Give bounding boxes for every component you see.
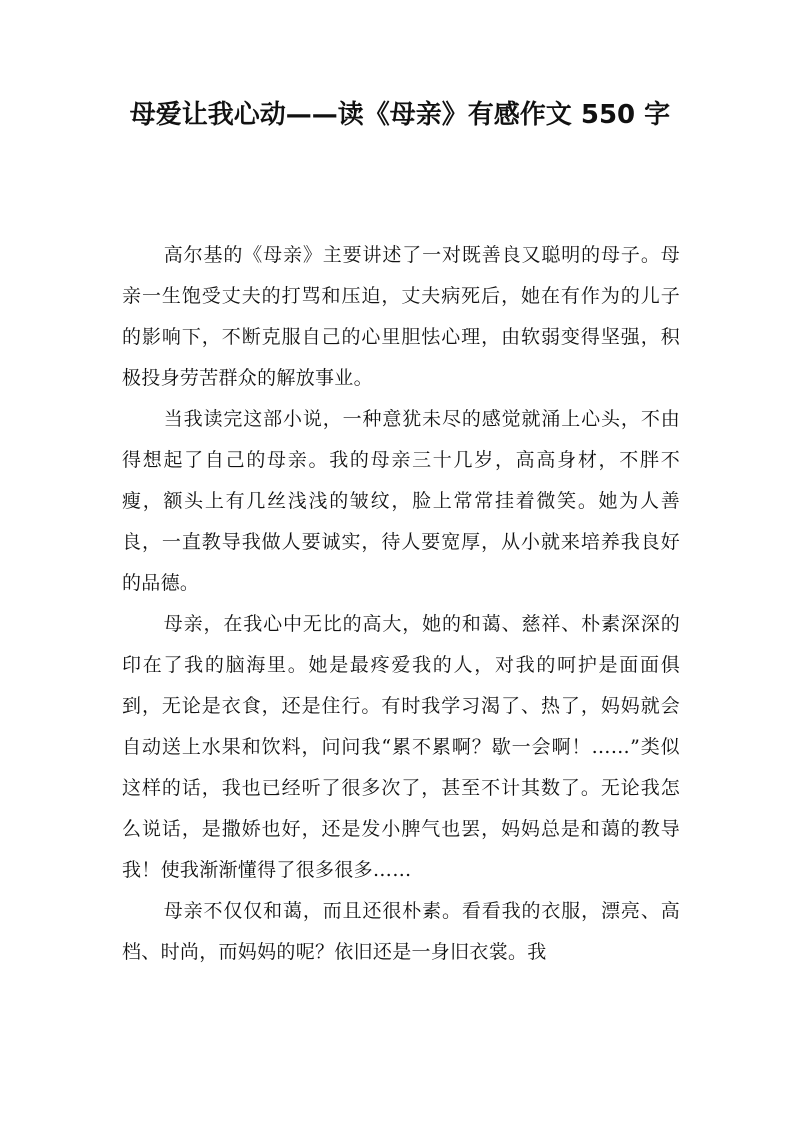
paragraph-4: 母亲不仅仅和蔼，而且还很朴素。看看我的衣服，漂亮、高档、时尚，而妈妈的呢？依旧还是一身旧衣裳。我 [122,900,680,963]
document-title: 母爱让我心动——读《母亲》有感作文 550 字 [129,100,671,130]
paragraph-3: 母亲，在我心中无比的高大，她的和蔼、慈祥、朴素深深的印在了我的脑海里。她是最疼爱我的人，对我的呵护是面面俱到，无论是衣食，还是住行。有时我学习渴了、热了，妈妈就会自动送上水果和饮料，问问我“累不累啊？歇一会啊！……”类似这样的话，我也已经听了很多次了，甚至不计其数了。无论我怎么说话，是撒娇也好，还是发小脾气也罢，妈妈总是和蔼的教导我！使我渐渐懂得了很多很多…… [122,613,680,881]
paragraph-1: 高尔基的《母亲》主要讲述了一对既善良又聪明的母子。母亲一生饱受丈夫的打骂和压迫，丈夫病死后，她在有作为的儿子的影响下，不断克服自己的心里胆怯心理，由软弱变得坚强，积极投身劳苦群众的解放事业。 [122,244,680,389]
paragraph-2: 当我读完这部小说，一种意犹未尽的感觉就涌上心头，不由得想起了自己的母亲。我的母亲三十几岁，高高身材，不胖不瘦，额头上有几丝浅浅的皱纹，脸上常常挂着微笑。她为人善良，一直教导我做人要诚实，待人要宽厚，从小就来培养我良好的品德。 [122,408,680,594]
document-body [122,235,680,973]
